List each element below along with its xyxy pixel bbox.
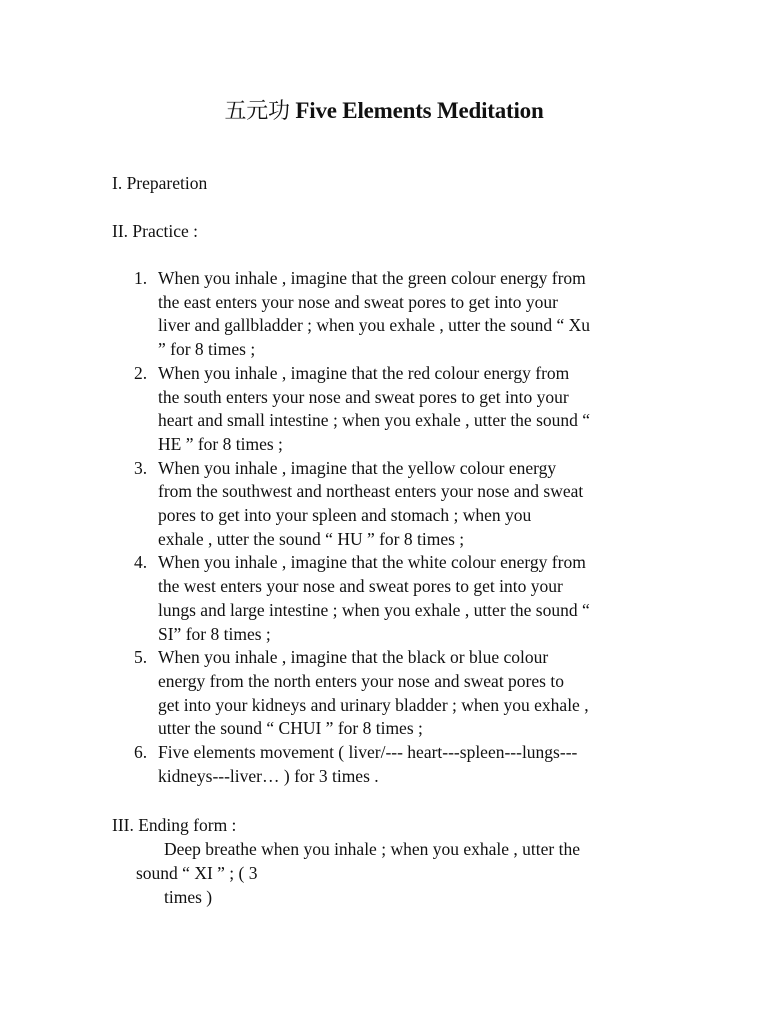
- ending-text-line: sound “ XI ” ; ( 3: [136, 863, 258, 883]
- list-item-line: exhale , utter the sound “ HU ” for 8 times ;: [158, 528, 465, 549]
- list-item-line: SI” for 8 times ;: [158, 623, 271, 644]
- list-item-number: 3.: [134, 457, 148, 478]
- page-title: [0, 94, 768, 125]
- list-item-line: liver and gallbladder ; when you exhale , utter the sound “ Xu: [158, 315, 591, 336]
- list-item-line: from the southwest and northeast enters your nose and sweat: [158, 481, 584, 502]
- list-item: [134, 457, 590, 552]
- list-item-line: When you inhale , imagine that the black or blue colour: [158, 647, 549, 668]
- list-item-number: 6.: [134, 742, 148, 763]
- section-heading-practice: II. Practice :: [112, 221, 198, 241]
- list-item: [134, 362, 590, 457]
- list-item: [134, 267, 590, 362]
- list-item-line: When you inhale , imagine that the white colour energy from: [158, 552, 586, 573]
- list-item-line: get into your kidneys and urinary bladder ; when you exhale ,: [158, 694, 589, 715]
- list-item-line: lungs and large intestine ; when you exhale , utter the sound “: [158, 599, 590, 620]
- list-item: [134, 741, 590, 788]
- list-item-line: energy from the north enters your nose and sweat pores to: [158, 670, 564, 691]
- list-item: [134, 646, 590, 741]
- list-item-line: HE ” for 8 times ;: [158, 433, 283, 454]
- list-item-line: When you inhale , imagine that the green colour energy from: [158, 268, 586, 288]
- list-item: [134, 551, 590, 646]
- list-item-line: pores to get into your spleen and stomach ; when you: [158, 505, 532, 526]
- list-item-number: 2.: [134, 362, 148, 383]
- list-item-line: Five elements movement ( liver/--- heart---spleen---lungs---: [158, 742, 578, 763]
- list-item-number: 4.: [134, 552, 148, 573]
- list-item-line: heart and small intestine ; when you exhale , utter the sound “: [158, 410, 591, 431]
- list-item-line: the south enters your nose and sweat pores to get into your: [158, 386, 569, 407]
- list-item-number: 1.: [134, 268, 148, 288]
- list-item-line: kidneys---liver… ) for 3 times .: [158, 765, 379, 786]
- title-chinese: 五元功: [224, 99, 290, 124]
- list-item-number: 5.: [134, 647, 148, 668]
- list-item-line: the west enters your nose and sweat pores to get into your: [158, 576, 563, 597]
- list-item-line: When you inhale , imagine that the red colour energy from: [158, 362, 570, 383]
- list-item-line: the east enters your nose and sweat pores to get into your: [158, 291, 558, 312]
- list-item-line: ” for 8 times ;: [158, 339, 256, 360]
- title-english: Five Elements Meditation: [295, 98, 544, 123]
- list-item-line: When you inhale , imagine that the yellow colour energy: [158, 457, 557, 478]
- section-heading-preparation: I. Preparetion: [112, 173, 208, 193]
- section-heading-ending: III. Ending form :: [112, 815, 237, 835]
- practice-list: [134, 267, 590, 788]
- ending-text-line: Deep breathe when you inhale ; when you exhale , utter the: [164, 839, 580, 859]
- list-item-line: utter the sound “ CHUI ” for 8 times ;: [158, 718, 423, 739]
- ending-text-line: times ): [164, 887, 213, 907]
